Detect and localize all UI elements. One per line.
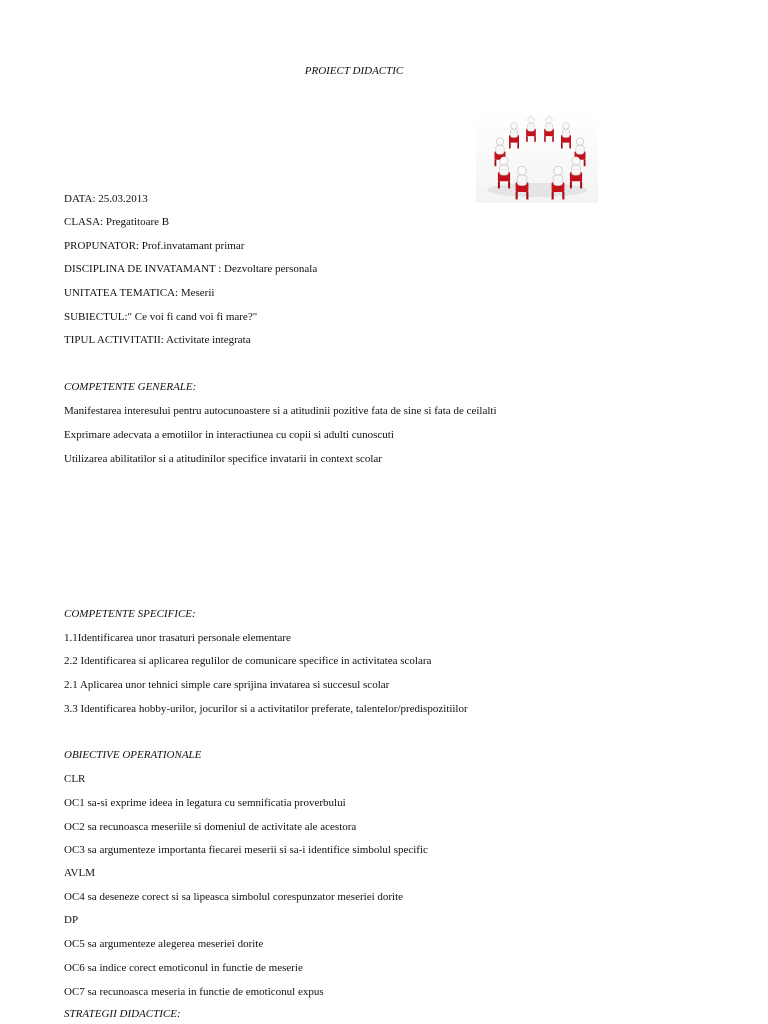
competenta-specifica-4: 3.3 Identificarea hobby-urilor, jocurilor si a activitatilor preferate, talentelor/predispozitiilor [64,703,468,715]
seated-figure-icon [561,122,571,148]
obiective-group-clr: CLR [64,773,86,785]
header-unit: UNITATEA TEMATICA: Meserii [64,287,215,299]
competenta-specifica-3: 2.1 Aplicarea unor tehnici simple care sprijina invatarea si succesul scolar [64,679,390,691]
header-date: DATA: 25.03.2013 [64,193,148,205]
seated-figure-icon [498,157,510,189]
section-heading-competente-generale: COMPETENTE GENERALE: [64,381,197,393]
obiectiv-oc7: OC7 sa recunoasca meseria in functie de emoticonul expus [64,986,324,998]
competenta-specifica-1: 1.1Identificarea unor trasaturi personale elementare [64,632,291,644]
obiectiv-oc1: OC1 sa-si exprime ideea in legatura cu semnificatia proverbului [64,797,346,809]
competenta-generala-3: Utilizarea abilitatilor si a atitudinilor specifice invatarii in context scolar [64,453,382,465]
obiectiv-oc2: OC2 sa recunoasca meseriile si domeniul de activitate ale acestora [64,821,357,833]
people-circle-meeting-illustration [476,112,598,203]
competenta-generala-1: Manifestarea interesului pentru autocunoastere si a atitudinii pozitive fata de sine si fata de ceilalti [64,405,497,417]
seated-figure-icon [570,157,582,189]
obiective-group-dp: DP [64,914,79,926]
section-heading-competente-specifice: COMPETENTE SPECIFICE: [64,608,196,620]
meeting-illustration-svg [476,112,598,203]
section-heading-obiective: OBIECTIVE OPERATIONALE [64,749,202,761]
obiectiv-oc5: OC5 sa argumenteze alegerea meseriei dorite [64,938,264,950]
competenta-generala-2: Exprimare adecvata a emotiilor in interactiunea cu copii si adulti cunoscuti [64,429,394,441]
obiective-group-avlm: AVLM [64,867,95,879]
header-discipline: DISCIPLINA DE INVATAMANT : Dezvoltare personala [64,263,318,275]
seated-figure-icon [544,117,554,142]
obiectiv-oc3: OC3 sa argumenteze importanta fiecarei meserii si sa-i identifice simbolul specific [64,844,428,856]
header-activity-type: TIPUL ACTIVITATII: Activitate integrata [64,334,251,346]
section-heading-strategii: STRATEGII DIDACTICE: [64,1008,181,1020]
seated-figure-icon [509,122,519,148]
competenta-specifica-2: 2.2 Identificarea si aplicarea regulilor de comunicare specifice in activitatea scolara [64,655,432,667]
obiectiv-oc4: OC4 sa deseneze corect si sa lipeasca simbolul corespunzator meseriei dorite [64,891,404,903]
document-title: PROIECT DIDACTIC [304,65,404,77]
obiectiv-oc6: OC6 sa indice corect emoticonul in functie de meserie [64,962,303,974]
header-class: CLASA: Pregatitoare B [64,216,170,228]
seated-figure-icon [526,117,536,142]
header-teacher: PROPUNATOR: Prof.invatamant primar [64,240,245,252]
header-subject: SUBIECTUL:" Ce voi fi cand voi fi mare?" [64,311,258,323]
